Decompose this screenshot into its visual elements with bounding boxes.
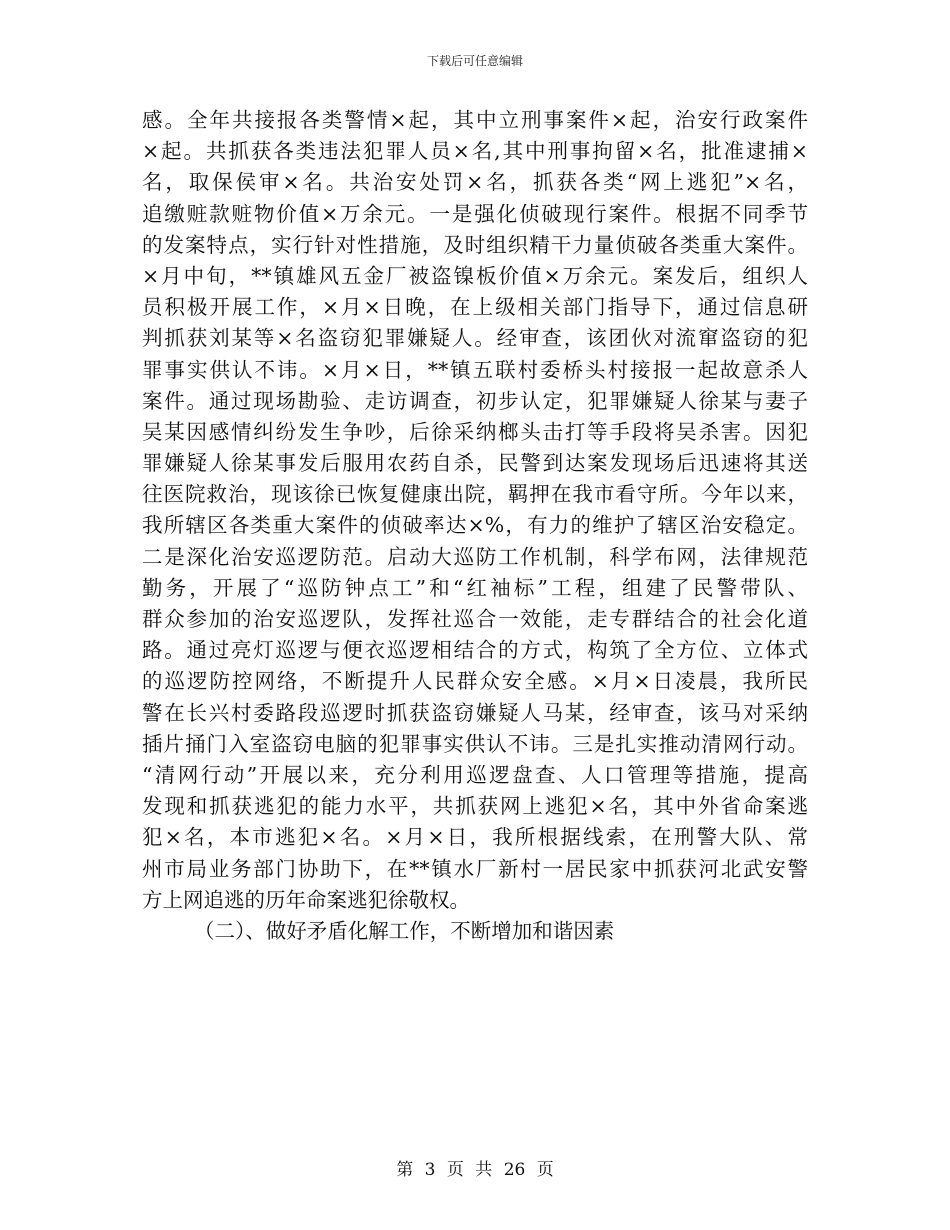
paragraph-line: 插片捅门入室盗窃电脑的犯罪事实供认不讳。三是扎实推动清网行动。 [142,731,808,756]
paragraph-line: 吴某因感情纠纷发生争吵，后徐采纳榔头击打等手段将吴杀害。因犯 [142,419,808,444]
paragraph-line: 方上网追逃的历年命案逃犯徐敬权。 [142,887,470,912]
paragraph-line: 罪事实供认不讳。×月×日，**镇五联村委桥头村接报一起故意杀人 [142,357,808,382]
paragraph-line: 警在长兴村委路段巡逻时抓获盗窃嫌疑人马某，经审查，该马对采纳 [142,700,808,725]
paragraph-line: 勤务，开展了“巡防钟点工”和“红袖标”工程，组建了民警带队、 [142,575,808,600]
paragraph-line: 感。全年共接报各类警情×起，其中立刑事案件×起，治安行政案件 [142,108,808,132]
paragraph-line: “清网行动”开展以来，充分利用巡逻盘查、人口管理等措施，提高 [142,762,808,787]
paragraph-line: 案件。通过现场勘验、走访调查，初步认定，犯罪嫌疑人徐某与妻子 [142,388,808,413]
section-subheading: （二）、做好矛盾化解工作，不断增加和谐因素 [194,918,615,943]
paragraph-line: 罪嫌疑人徐某事发后服用农药自杀，民警到达案发现场后迅速将其送 [142,451,808,476]
paragraph-line: 的发案特点，实行针对性措施，及时组织精干力量侦破各类重大案件。 [142,232,808,257]
paragraph-line: 州市局业务部门协助下，在**镇水厂新村一居民家中抓获河北武安警 [142,856,808,881]
paragraph-line: 群众参加的治安巡逻队，发挥社巡合一效能，走专群结合的社会化道 [142,607,808,631]
paragraph-line: 往医院救治，现该徐已恢复健康出院，羁押在我市看守所。今年以来， [142,482,808,507]
paragraph-line: 二是深化治安巡逻防范。启动大巡防工作机制，科学布网，法律规范 [142,544,808,569]
page-header: 下载后可任意编辑 [426,54,523,68]
paragraph-line: 员积极开展工作，×月×日晚，在上级相关部门指导下，通过信息研 [142,295,808,320]
paragraph-line: 我所辖区各类重大案件的侦破率达×%，有力的维护了辖区治安稳定。 [142,513,808,538]
paragraph-line: 犯×名，本市逃犯×名。×月×日，我所根据线索，在刑警大队、常 [142,825,808,850]
paragraph-line: 追缴赃款赃物价值×万余元。一是强化侦破现行案件。根据不同季节 [142,201,808,226]
paragraph-line: ×月中旬，**镇雄风五金厂被盗镍板价值×万余元。案发后，组织人 [142,263,808,288]
body-text [142,105,808,947]
paragraph-line: 路。通过亮灯巡逻与便衣巡逻相结合的方式，构筑了全方位、立体式 [142,638,808,663]
paragraph-line: ×起。共抓获各类违法犯罪人员×名,其中刑事拘留×名，批准逮捕× [142,139,808,164]
page-number-footer: 第 3 页 共 26 页 [396,1160,554,1180]
paragraph-line: 名，取保侯审×名。共治安处罚×名，抓获各类“网上逃犯”×名， [142,170,808,195]
paragraph-line: 发现和抓获逃犯的能力水平，共抓获网上逃犯×名，其中外省命案逃 [142,794,808,819]
paragraph-line: 判抓获刘某等×名盗窃犯罪嫌疑人。经审查，该团伙对流窜盗窃的犯 [142,326,808,351]
paragraph-line: 的巡逻防控网络，不断提升人民群众安全感。×月×日凌晨，我所民 [142,669,808,694]
